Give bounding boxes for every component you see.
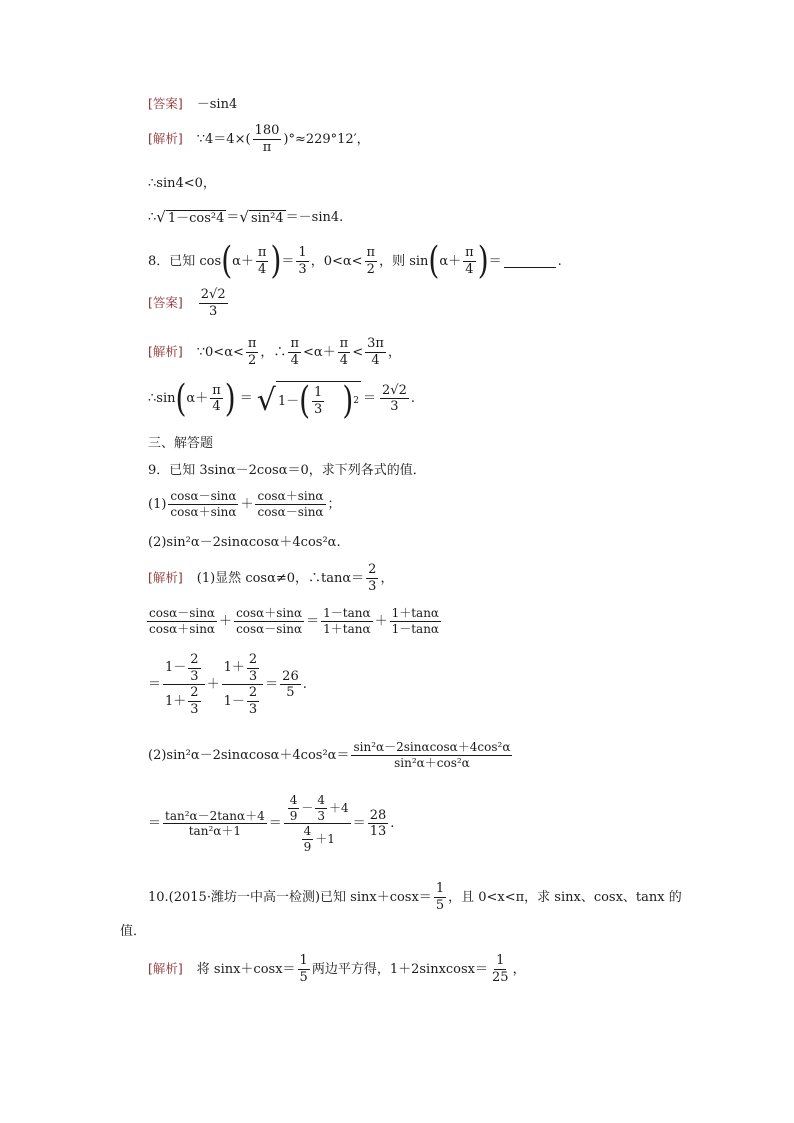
radical: √ 1－cos²4 bbox=[156, 208, 225, 226]
q9-text: ＝ bbox=[268, 816, 282, 832]
q7-fraction bbox=[253, 124, 282, 154]
q9-text: ＋ bbox=[374, 613, 388, 629]
num: cosα＋sinα bbox=[257, 489, 324, 503]
q9-text: (1)显然 cosα≠0，∴tanα＝ bbox=[196, 570, 365, 586]
answer-tag: [答案] bbox=[148, 96, 183, 112]
fraction bbox=[296, 246, 308, 276]
den: 3 bbox=[190, 668, 199, 684]
q9-text: ＋ bbox=[206, 677, 220, 693]
q9-analysis-part2 bbox=[148, 741, 514, 769]
q9-analysis-line3 bbox=[148, 653, 307, 717]
analysis-tag: [解析] bbox=[148, 569, 183, 585]
num: 1 bbox=[314, 385, 323, 400]
den: 3 bbox=[248, 701, 258, 717]
q8-text: ，0<α< bbox=[310, 253, 363, 269]
num: 4 bbox=[303, 824, 312, 839]
q9-text: 1－ bbox=[223, 693, 245, 709]
num: 2 bbox=[190, 652, 199, 667]
fraction bbox=[298, 954, 310, 984]
q9-stem: 9．已知 3sinα－2cosα＝0，求下列各式的值． bbox=[148, 463, 426, 478]
num: π bbox=[465, 245, 474, 260]
q8-text: 8．已知 cos bbox=[148, 253, 222, 269]
num: π bbox=[290, 336, 299, 351]
q8-text: α＋ bbox=[186, 391, 209, 407]
q8-text: ，∴ bbox=[260, 344, 287, 360]
q8-text: 1－ bbox=[277, 393, 300, 409]
num: π bbox=[339, 336, 349, 351]
q9-analysis-line1 bbox=[148, 563, 393, 593]
fraction bbox=[210, 384, 223, 414]
num: 2 bbox=[248, 685, 258, 701]
fraction bbox=[234, 607, 304, 635]
num: 28 bbox=[369, 807, 387, 823]
den: sin²α＋cos²α bbox=[394, 755, 470, 770]
q9-text: 1＋ bbox=[223, 660, 245, 676]
q8-text: < bbox=[352, 344, 364, 360]
fraction bbox=[338, 337, 351, 367]
num: 1－tanα bbox=[323, 606, 371, 620]
q7-text: ＝－sin4. bbox=[285, 210, 344, 225]
q7-text: ∴ bbox=[148, 210, 157, 225]
q9-text: 1－ bbox=[165, 660, 187, 676]
q9-text: ＋ bbox=[240, 496, 254, 512]
den: 4 bbox=[212, 399, 221, 415]
analysis-tag: [解析] bbox=[148, 130, 183, 146]
q8-text: <α＋ bbox=[302, 344, 336, 360]
den: 3 bbox=[368, 578, 377, 594]
q8-text: ∵0<α< bbox=[196, 344, 244, 360]
num: π bbox=[247, 336, 257, 351]
q7-text: ∴sin4<0， bbox=[148, 176, 216, 191]
q9-part1 bbox=[148, 490, 341, 518]
num: 2√2 bbox=[200, 287, 226, 302]
fraction bbox=[247, 653, 259, 683]
fraction bbox=[351, 741, 512, 769]
q8-text: ＝ bbox=[239, 391, 253, 407]
den: 2 bbox=[248, 352, 257, 368]
compound-fraction bbox=[163, 653, 205, 717]
q9-text: . bbox=[302, 677, 307, 693]
fraction bbox=[463, 246, 476, 276]
den: 3 bbox=[298, 261, 307, 277]
q8-answer-line bbox=[148, 288, 230, 318]
num: 2 bbox=[190, 685, 199, 701]
den: 4 bbox=[371, 352, 380, 368]
compound-fraction bbox=[284, 794, 351, 853]
fraction bbox=[188, 653, 200, 683]
den: 4 bbox=[339, 352, 349, 368]
q8-text: ∴sin bbox=[148, 391, 176, 407]
num: 4 bbox=[317, 793, 326, 807]
q10-stem bbox=[148, 882, 682, 912]
q7-frac-den: π bbox=[262, 139, 272, 155]
fraction bbox=[163, 810, 267, 838]
den: tan²α＋1 bbox=[188, 824, 241, 839]
q9-text: ＋ bbox=[219, 613, 233, 629]
fraction bbox=[256, 246, 269, 276]
den: 25 bbox=[492, 969, 509, 985]
fraction bbox=[365, 337, 386, 367]
den: cosα－sinα bbox=[257, 504, 324, 519]
num: sin²α－2sinαcosα＋4cos²α bbox=[353, 740, 511, 754]
q9-part2: (2)sin²α－2sinαcosα＋4cos²α. bbox=[148, 535, 341, 550]
num: 2 bbox=[248, 652, 258, 667]
q10-analysis bbox=[148, 954, 526, 984]
num: 1 bbox=[435, 881, 445, 896]
den: 3 bbox=[190, 701, 199, 717]
q9-text: － bbox=[301, 800, 314, 815]
fraction bbox=[168, 490, 238, 518]
num: cosα－sinα bbox=[149, 606, 216, 620]
den: 3 bbox=[248, 668, 258, 684]
analysis-tag: [解析] bbox=[148, 343, 183, 359]
q10-text: 10.(2015·潍坊一中高一检测)已知 sinx＋cosx＝ bbox=[148, 889, 432, 905]
fraction bbox=[315, 794, 327, 822]
q9-analysis-line2 bbox=[145, 607, 443, 635]
q9-text: ， bbox=[380, 570, 394, 586]
q7-text: ∵4＝4×( bbox=[196, 131, 251, 147]
fraction bbox=[288, 794, 300, 822]
den: 5 bbox=[299, 969, 308, 985]
q9-analysis-part2-line2 bbox=[148, 794, 394, 853]
fraction bbox=[246, 337, 259, 367]
fraction bbox=[147, 607, 217, 635]
fraction bbox=[312, 386, 324, 416]
den: 1＋tanα bbox=[323, 621, 371, 636]
fraction bbox=[321, 607, 372, 635]
den: 9 bbox=[303, 839, 312, 854]
analysis-tag: [解析] bbox=[148, 960, 183, 976]
q8-text: . bbox=[557, 253, 562, 269]
num: 1 bbox=[298, 245, 307, 260]
radical: √ sin²4 bbox=[239, 208, 284, 226]
q8-text: ＝ bbox=[488, 253, 502, 269]
fraction bbox=[365, 246, 378, 276]
num: 26 bbox=[282, 668, 299, 684]
den: 3 bbox=[314, 401, 323, 417]
q8-text: ，则 sin bbox=[379, 253, 429, 269]
num: 2√2 bbox=[382, 382, 407, 398]
num: π bbox=[212, 382, 221, 398]
q9-text: 1＋ bbox=[165, 693, 187, 709]
num: π bbox=[257, 245, 267, 260]
num: cosα＋sinα bbox=[236, 606, 303, 620]
den: 5 bbox=[286, 685, 295, 701]
num: cosα－sinα bbox=[170, 489, 237, 503]
q9-text: ＝ bbox=[352, 816, 366, 832]
den: 1－tanα bbox=[391, 621, 440, 636]
fraction bbox=[490, 954, 511, 984]
fraction bbox=[302, 825, 314, 853]
q8-text: . bbox=[410, 391, 415, 407]
q9-text: ＝ bbox=[306, 613, 320, 629]
q8-text: ＝ bbox=[363, 391, 377, 407]
num: 2 bbox=[368, 562, 377, 577]
fraction bbox=[188, 686, 200, 716]
num: π bbox=[366, 245, 376, 260]
fraction bbox=[366, 563, 378, 593]
q8-text: α＋ bbox=[439, 253, 462, 269]
q7-answer: －sin4 bbox=[196, 97, 238, 112]
radicand: sin²4 bbox=[250, 211, 284, 226]
den: 9 bbox=[289, 808, 298, 823]
num: 1＋tanα bbox=[391, 606, 440, 620]
q9-text: (1) bbox=[148, 496, 167, 512]
radicand: 1－cos²4 bbox=[167, 211, 225, 226]
q9-text: ＋4 bbox=[329, 800, 349, 815]
q8-stem: 8．已知 cos ( α＋ $\frac{\pi}{4}$ ) ＝ $\frac{1}{3}$ ，0<α< $\frac{\pi}{2}$ ，则 sin ( α＋ $\frac{\pi}{4}$ ) ＝ . bbox=[148, 238, 562, 283]
q7-frac-num: 180 bbox=[254, 123, 280, 138]
num: 3π bbox=[367, 336, 384, 351]
answer-tag: [答案] bbox=[148, 294, 183, 310]
q7-answer-line bbox=[148, 98, 237, 111]
q9-text: ＝ bbox=[148, 816, 162, 832]
q9-text: (2)sin²α－2sinαcosα＋4cos²α＝ bbox=[148, 747, 350, 763]
compound-fraction bbox=[222, 653, 264, 717]
fraction bbox=[390, 607, 441, 635]
q9-text: ＝ bbox=[148, 677, 162, 693]
q10-text: 将 sinx＋cosx＝ bbox=[196, 961, 296, 977]
q8-answer-fraction bbox=[199, 288, 228, 318]
den: 13 bbox=[369, 824, 387, 840]
q7-text: ＝ bbox=[226, 210, 240, 225]
q8-text: α＋ bbox=[232, 253, 254, 269]
q9-text: . bbox=[390, 816, 395, 832]
fraction bbox=[380, 384, 409, 414]
fraction bbox=[368, 809, 389, 839]
den: 5 bbox=[435, 897, 445, 913]
num: 1 bbox=[496, 953, 505, 968]
fraction bbox=[247, 686, 259, 716]
q8-text: ， bbox=[387, 344, 401, 360]
q10-text: ， bbox=[512, 961, 526, 977]
num: 4 bbox=[289, 793, 298, 807]
q7-analysis-line3 bbox=[148, 210, 343, 225]
fraction bbox=[288, 337, 301, 367]
den: 4 bbox=[465, 261, 474, 277]
den: cosα＋sinα bbox=[149, 621, 216, 636]
radical: √ 1－ ( $\frac{1}{3}$ ) 2 bbox=[256, 378, 359, 423]
q7-text: )°≈229°12′， bbox=[283, 131, 370, 147]
num: tan²α－2tanα＋4 bbox=[165, 808, 265, 823]
fraction bbox=[255, 490, 325, 518]
q8-text: ＝ bbox=[281, 253, 295, 269]
q8-analysis-line2: ∴sin ( α＋ $\frac{\pi}{4}$ ) ＝ √ 1－ ( $\frac{1}{3}$ ) 2 ＝ $\frac{2√2}{3}$ . bbox=[148, 375, 415, 423]
answer-blank bbox=[504, 255, 556, 268]
exponent: 2 bbox=[353, 395, 359, 406]
q10-stem-line2: 值． bbox=[120, 924, 147, 939]
den: cosα＋sinα bbox=[170, 504, 237, 519]
q8-analysis-line1 bbox=[148, 337, 401, 367]
q10-text: 两边平方得，1＋2sinxcosx＝ bbox=[311, 961, 489, 977]
q9-text: ； bbox=[327, 496, 341, 512]
q9-text: ＋1 bbox=[315, 831, 335, 846]
q7-analysis-line2 bbox=[148, 177, 216, 190]
den: 4 bbox=[258, 261, 267, 277]
num: 1 bbox=[299, 953, 308, 968]
fraction bbox=[280, 670, 301, 700]
fraction bbox=[434, 882, 446, 912]
den: 3 bbox=[390, 399, 399, 415]
den: 3 bbox=[317, 808, 326, 823]
section-title: 三、解答题 bbox=[148, 436, 214, 451]
den: cosα－sinα bbox=[236, 621, 303, 636]
den: 3 bbox=[209, 303, 218, 319]
den: 2 bbox=[366, 261, 375, 277]
q9-text: ＝ bbox=[265, 677, 279, 693]
q10-text: ，且 0<x<π，求 sinx、cosx、tanx 的 bbox=[448, 889, 682, 905]
q7-analysis-line1 bbox=[148, 124, 370, 154]
den: 4 bbox=[290, 352, 299, 368]
